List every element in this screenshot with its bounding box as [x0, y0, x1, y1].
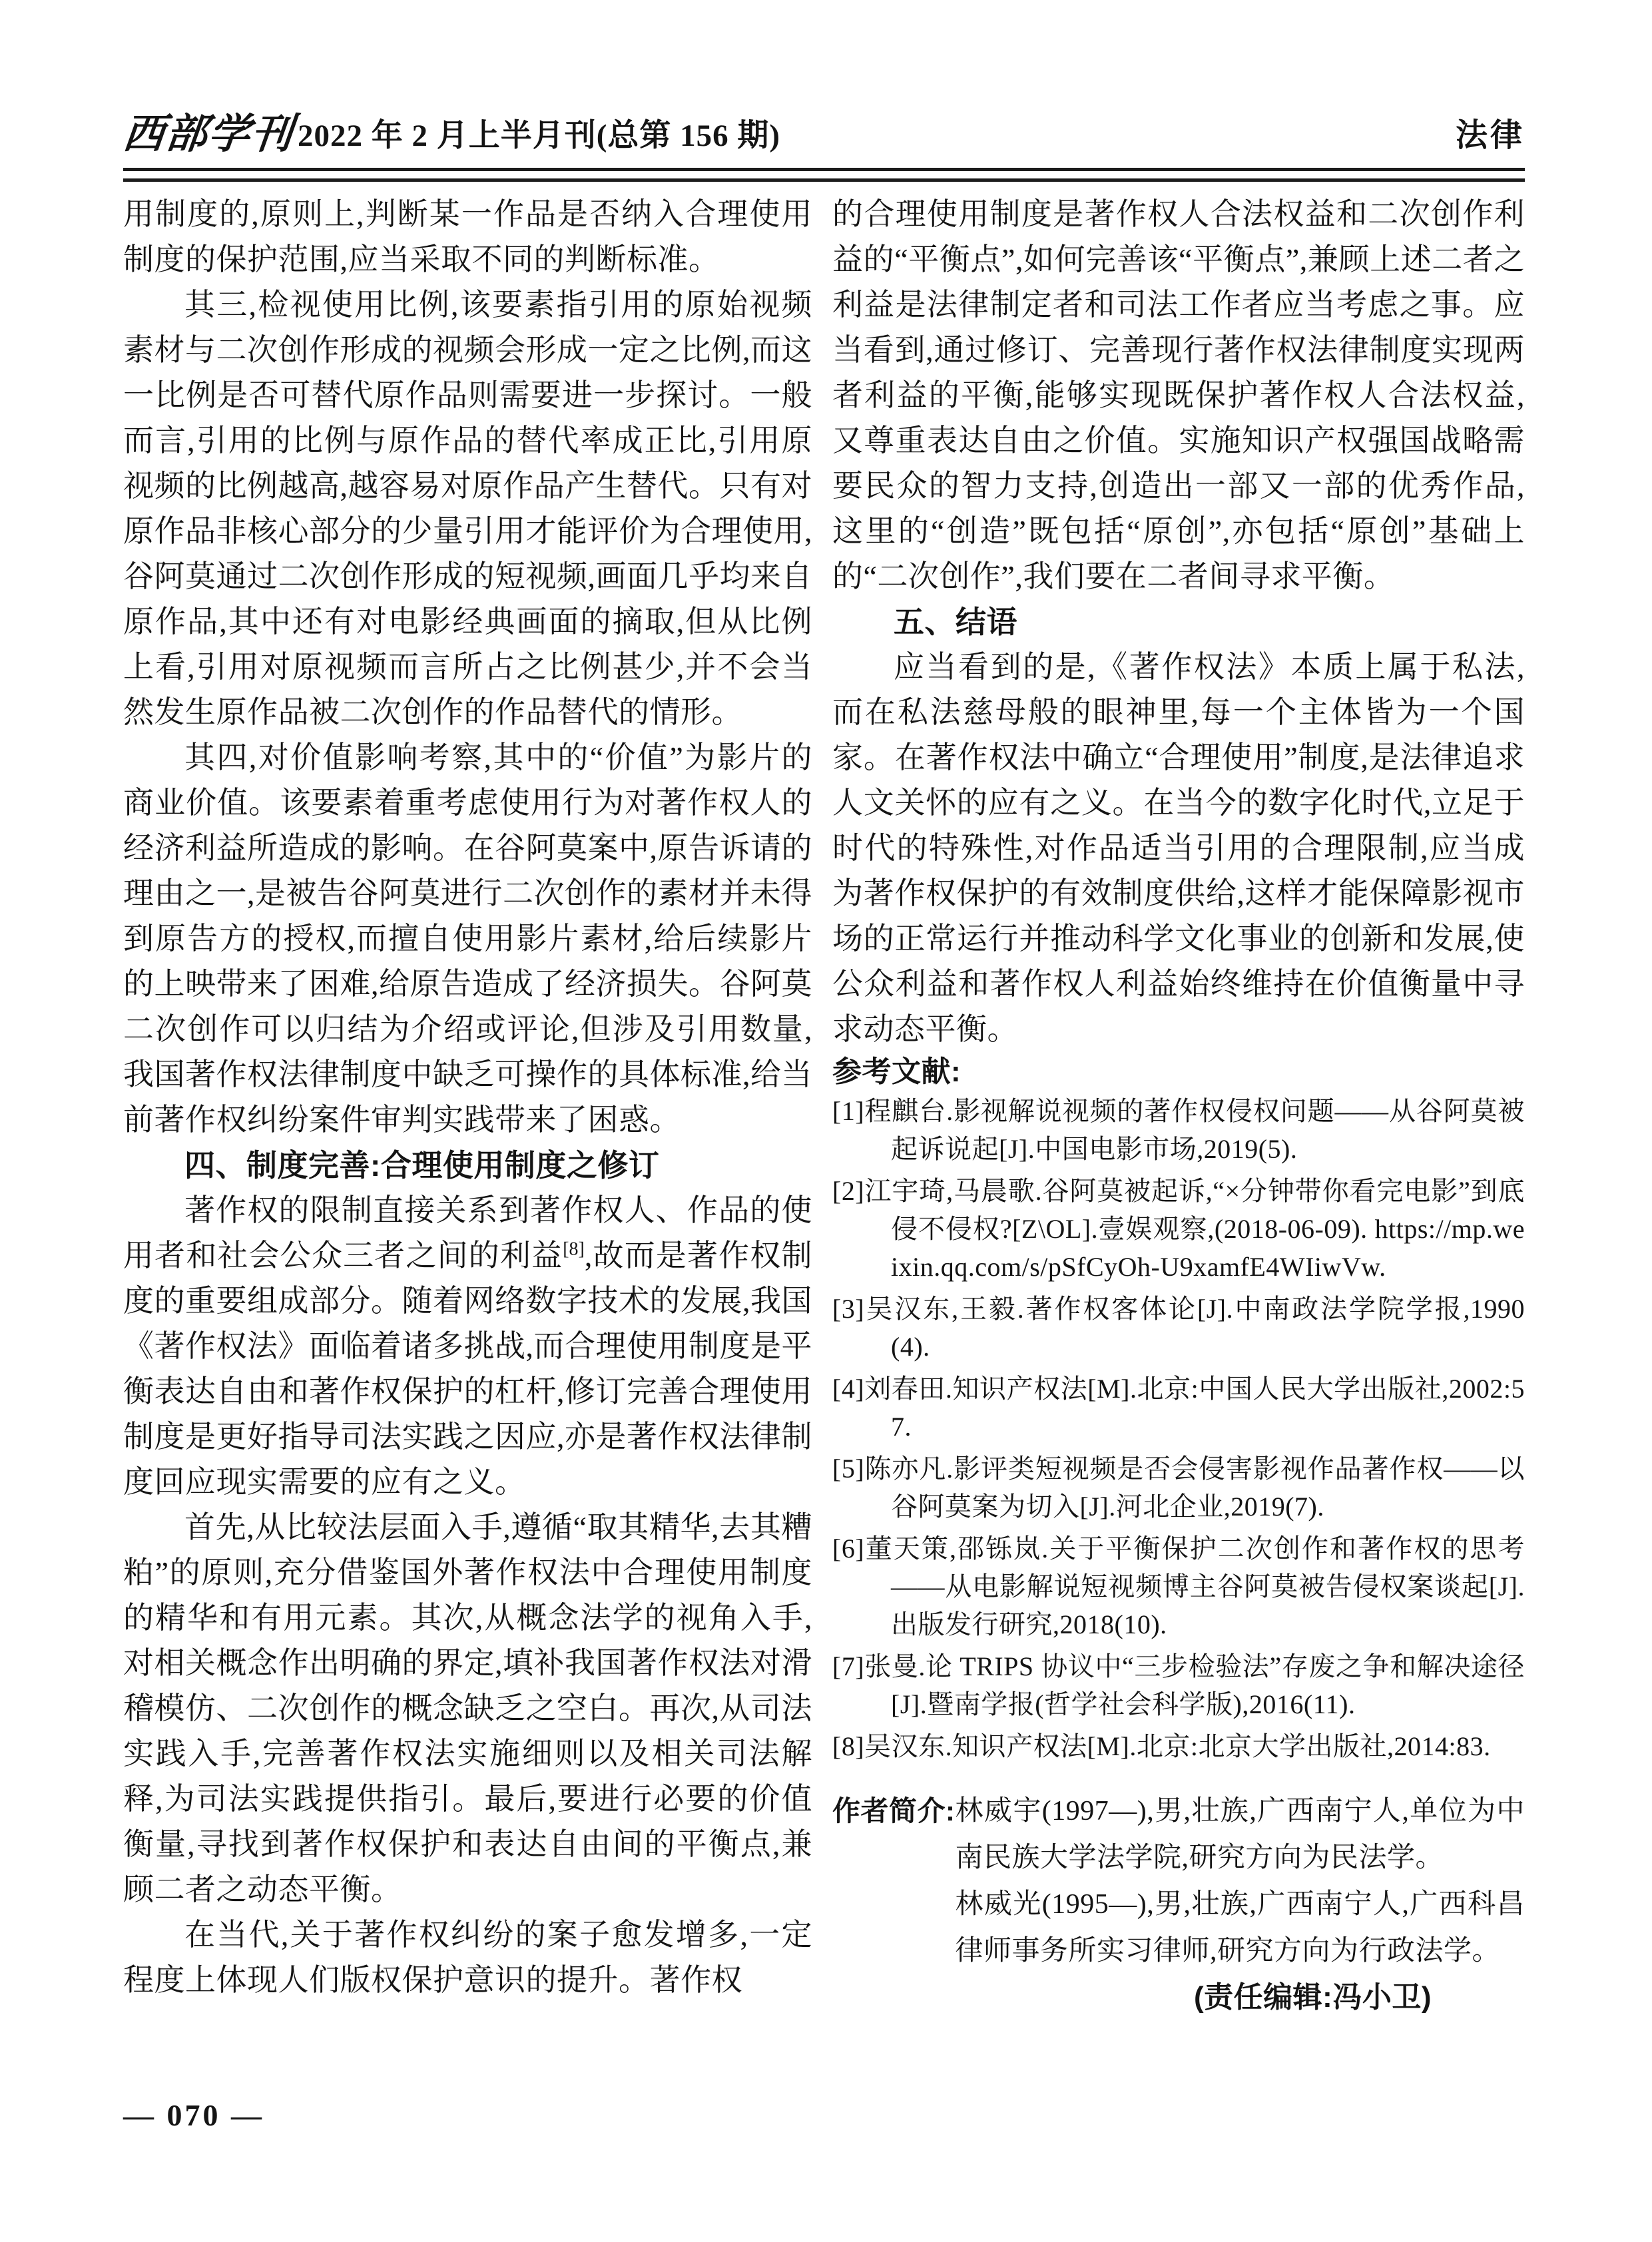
reference-item: [7]张曼.论 TRIPS 协议中“三步检验法”存废之争和解决途径[J].暨南学报(哲学社会科学版),2016(11). — [832, 1651, 1525, 1719]
author-bio-entry: 林威光(1995—),男,壮族,广西南宁人,广西科昌律师事务所实习律师,研究方向为行政法学。 — [955, 1889, 1525, 1966]
paragraph-text: 著作权的限制直接关系到著作权人、作品的使用者和社会公众三者之间的利益 — [123, 1193, 812, 1272]
reference-item: [5]陈亦凡.影评类短视频是否会侵害影视作品著作权——以谷阿莫案为切入[J].河北企业,2019(7). — [832, 1454, 1525, 1522]
journal-logo: 西部学刊 — [121, 109, 296, 158]
reference-item: [2]江宇琦,马晨歌.谷阿莫被起诉,“×分钟带你看完电影”到底侵不侵权?[Z\OL].壹娱观察,(2018-06-09). https://mp.weixin.qq.com/s/pSfCyOh-U9xamfE4WIiwVw. — [832, 1176, 1525, 1282]
section-heading-5: 五、结语 — [894, 605, 1017, 639]
paragraph-with-footnote — [123, 1188, 812, 1505]
author-bio-content — [956, 1788, 1525, 1974]
paragraph: 应当看到的是,《著作权法》本质上属于私法,而在私法慈母般的眼神里,每一个主体皆为一个国家。在著作权法中确立“合理使用”制度,是法律追求人文关怀的应有之义。在当今的数字化时代,立足于时代的特殊性,对作品适当引用的合理限制,应当成为著作权保护的有效制度供给,这样才能保障影视市场的正常运行并推动科学文化事业的创新和发展,使公众利益和著作权人利益始终维持在价值衡量中寻求动态平衡。 — [832, 650, 1525, 1046]
left-column — [123, 192, 812, 2003]
paragraph-continuation: 的合理使用制度是著作权人合法权益和二次创作利益的“平衡点”,如何完善该“平衡点”,兼顾上述二者之利益是法律制定者和司法工作者应当考虑之事。应当看到,通过修订、完善现行著作权法律制度实现两者利益的平衡,能够实现既保护著作权人合法权益,又尊重表达自由之价值。实施知识产权强国战略需要民众的智力支持,创造出一部又一部的优秀作品,这里的“创造”既包括“原创”,亦包括“原创”基础上的“二次创作”,我们要在二者间寻求平衡。 — [832, 197, 1525, 593]
footnote-ref-8: [8] — [563, 1239, 585, 1260]
author-bio-entry: 林威宇(1997—),男,壮族,广西南宁人,单位为中南民族大学法学院,研究方向为民法学。 — [955, 1796, 1525, 1873]
paragraph-continuation: 用制度的,原则上,判断某一作品是否纳入合理使用制度的保护范围,应当采取不同的判断标准。 — [123, 197, 812, 276]
editor-note: (责任编辑:冯小卫) — [1194, 1981, 1432, 2014]
page-number: — 070 — — [123, 2098, 264, 2132]
paragraph: 在当代,关于著作权纠纷的案子愈发增多,一定程度上体现人们版权保护意识的提升。著作权 — [123, 1918, 812, 1997]
section-heading-4: 四、制度完善:合理使用制度之修订 — [184, 1148, 660, 1183]
reference-item: [3]吴汉东,王毅.著作权客体论[J].中南政法学院学报,1990(4). — [832, 1294, 1525, 1362]
references-list — [832, 1092, 1525, 1765]
page-header — [121, 109, 1525, 158]
paragraph: 其四,对价值影响考察,其中的“价值”为影片的商业价值。该要素着重考虑使用行为对著作权人的经济利益所造成的影响。在谷阿莫案中,原告诉请的理由之一,是被告谷阿莫进行二次创作的素材并未得到原告方的授权,而擅自使用影片素材,给后续影片的上映带来了困难,给原告造成了经济损失。谷阿莫二次创作可以归结为介绍或评论,但涉及引用数量,我国著作权法律制度中缺乏可操作的具体标准,给当前著作权纠纷案件审判实践带来了困惑。 — [123, 740, 812, 1137]
paragraph: 其三,检视使用比例,该要素指引用的原始视频素材与二次创作形成的视频会形成一定之比例,而这一比例是否可替代原作品则需要进一步探讨。一般而言,引用的比例与原作品的替代率成正比,引用原视频的比例越高,越容易对原作品产生替代。只有对原作品非核心部分的少量引用才能评价为合理使用,谷阿莫通过二次创作形成的短视频,画面几乎均来自原作品,其中还有对电影经典画面的摘取,但从比例上看,引用对原视频而言所占之比例甚少,并不会当然发生原作品被二次创作的作品替代的情形。 — [123, 288, 812, 729]
reference-item: [8]吴汉东.知识产权法[M].北京:北京大学出版社,2014:83. — [832, 1731, 1491, 1761]
reference-item: [1]程麒台.影视解说视频的著作权侵权问题——从谷阿莫被起诉说起[J].中国电影市场,2019(5). — [832, 1096, 1525, 1164]
author-bio — [832, 1788, 1525, 1974]
author-bio-label: 作者简介: — [832, 1795, 956, 1826]
references-heading: 参考文献: — [832, 1055, 962, 1088]
journal-issue-info: 2022 年 2 月上半月刊(总第 156 期) — [298, 119, 781, 153]
right-column — [832, 192, 1525, 2021]
section-label: 法律 — [1455, 118, 1525, 153]
paragraph: 首先,从比较法层面入手,遵循“取其精华,去其糟粕”的原则,充分借鉴国外著作权法中合理使用制度的精华和有用元素。其次,从概念法学的视角入手,对相关概念作出明确的界定,填补我国著作权法对滑稽模仿、二次创作的概念缺乏之空白。再次,从司法实践入手,完善著作权法实施细则以及相关司法解释,为司法实践提供指引。最后,要进行必要的价值衡量,寻找到著作权保护和表达自由间的平衡点,兼顾二者之动态平衡。 — [123, 1510, 812, 1906]
reference-item: [6]董天策,邵铄岚.关于平衡保护二次创作和著作权的思考——从电影解说短视频博主谷阿莫被告侵权案谈起[J].出版发行研究,2018(10). — [832, 1534, 1525, 1639]
paragraph-text: ,故而是著作权制度的重要组成部分。随着网络数字技术的发展,我国《著作权法》面临着诸多挑战,而合理使用制度是平衡表达自由和著作权保护的杠杆,修订完善合理使用制度是更好指导司法实践之因应,亦是著作权法律制度回应现实需要的应有之义。 — [123, 1239, 813, 1499]
header-double-rule — [123, 168, 1525, 182]
reference-item: [4]刘春田.知识产权法[M].北京:中国人民大学出版社,2002:57. — [832, 1374, 1525, 1442]
